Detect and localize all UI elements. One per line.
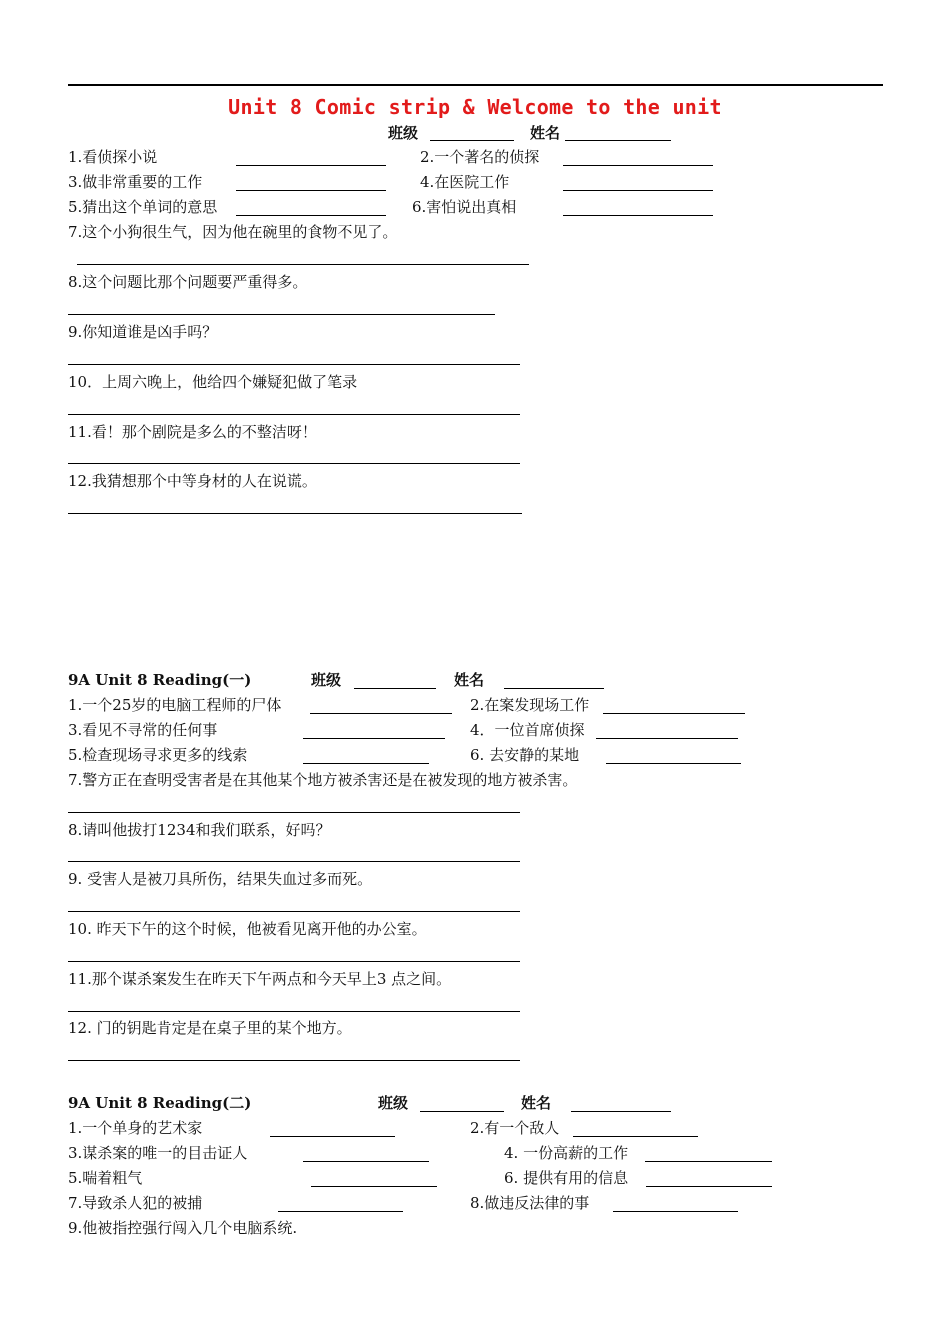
answer-line-11[interactable]: [68, 463, 520, 464]
question-1: 1.一个25岁的电脑工程师的尸体: [68, 696, 282, 714]
reading-2-heading: 9A Unit 8 Reading(二): [68, 1094, 252, 1112]
question-5: 5.检查现场寻求更多的线索: [68, 746, 248, 764]
question-1: 1.一个单身的艺术家: [68, 1119, 203, 1137]
question-3: 3.做非常重要的工作: [68, 173, 203, 191]
answer-line-9[interactable]: [68, 911, 520, 912]
answer-line-10[interactable]: [68, 414, 520, 415]
question-8: 8.这个问题比那个问题要严重得多。: [68, 273, 308, 291]
question-3: 3.谋杀案的唯一的目击证人: [68, 1144, 248, 1162]
reading-1-heading: 9A Unit 8 Reading(一): [68, 671, 252, 689]
answer-blank-6[interactable]: [646, 1186, 772, 1187]
question-2: 2.一个著名的侦探: [420, 148, 540, 166]
answer-blank-8[interactable]: [613, 1211, 738, 1212]
worksheet-title: Unit 8 Comic strip & Welcome to the unit: [228, 95, 722, 119]
answer-blank-3[interactable]: [303, 1161, 429, 1162]
name-label: 姓名: [454, 671, 485, 689]
answer-line-12[interactable]: [68, 1060, 520, 1061]
answer-blank-5[interactable]: [311, 1186, 437, 1187]
answer-blank-2[interactable]: [563, 165, 713, 166]
answer-blank-5[interactable]: [303, 763, 429, 764]
question-6: 6. 提供有用的信息: [504, 1169, 629, 1187]
answer-line-11[interactable]: [68, 1011, 520, 1012]
answer-blank-6[interactable]: [606, 763, 741, 764]
question-9: 9.他被指控强行闯入几个电脑系统.: [68, 1219, 298, 1237]
question-9: 9. 受害人是被刀具所伤，结果失血过多而死。: [68, 870, 373, 888]
question-8: 8.请叫他拔打1234和我们联系，好吗？: [68, 821, 331, 839]
name-blank[interactable]: [504, 688, 604, 689]
question-7: 7.警方正在查明受害者是在其他某个地方被杀害还是在被发现的地方被杀害。: [68, 771, 578, 789]
question-6: 6.害怕说出真相: [412, 198, 517, 216]
question-6: 6. 去安静的某地: [470, 746, 580, 764]
question-4: 4.在医院工作: [420, 173, 510, 191]
question-11: 11.那个谋杀案发生在昨天下午两点和今天早上3 点之间。: [68, 970, 452, 988]
answer-line-7[interactable]: [77, 264, 529, 265]
answer-blank-2[interactable]: [573, 1136, 698, 1137]
header-rule: [68, 84, 883, 86]
question-10: 10. 昨天下午的这个时候，他被看见离开他的办公室。: [68, 920, 427, 938]
name-label: 姓名: [530, 124, 561, 142]
question-2: 2.有一个敌人: [470, 1119, 560, 1137]
answer-blank-1[interactable]: [270, 1136, 395, 1137]
question-1: 1.看侦探小说: [68, 148, 158, 166]
answer-blank-3[interactable]: [303, 738, 445, 739]
answer-blank-4[interactable]: [645, 1161, 772, 1162]
answer-line-10[interactable]: [68, 961, 520, 962]
question-8: 8.做违反法律的事: [470, 1194, 590, 1212]
answer-line-8[interactable]: [68, 861, 520, 862]
answer-blank-4[interactable]: [596, 738, 738, 739]
answer-blank-1[interactable]: [236, 165, 386, 166]
answer-line-12[interactable]: [68, 513, 522, 514]
answer-blank-3[interactable]: [236, 190, 386, 191]
question-10: 10．上周六晚上，他给四个嫌疑犯做了笔录: [68, 373, 358, 391]
answer-line-7[interactable]: [68, 812, 520, 813]
question-11: 11.看！那个剧院是多么的不整洁呀！: [68, 423, 317, 441]
class-label: 班级: [378, 1094, 409, 1112]
class-blank[interactable]: [354, 688, 436, 689]
question-12: 12.我猜想那个中等身材的人在说谎。: [68, 472, 317, 490]
name-blank[interactable]: [565, 140, 671, 141]
question-5: 5.猜出这个单词的意思: [68, 198, 218, 216]
question-7: 7.导致杀人犯的被捕: [68, 1194, 203, 1212]
class-label: 班级: [388, 124, 419, 142]
answer-blank-4[interactable]: [563, 190, 713, 191]
question-12: 12. 门的钥匙肯定是在桌子里的某个地方。: [68, 1019, 352, 1037]
name-blank[interactable]: [571, 1111, 671, 1112]
answer-blank-6[interactable]: [563, 215, 713, 216]
answer-blank-1[interactable]: [310, 713, 452, 714]
class-blank[interactable]: [430, 140, 514, 141]
answer-blank-5[interactable]: [236, 215, 386, 216]
question-7: 7.这个小狗很生气，因为他在碗里的食物不见了。: [68, 223, 398, 241]
answer-line-8[interactable]: [68, 314, 495, 315]
answer-blank-7[interactable]: [278, 1211, 403, 1212]
question-2: 2.在案发现场工作: [470, 696, 590, 714]
class-label: 班级: [311, 671, 342, 689]
question-4: 4. 一份高薪的工作: [504, 1144, 629, 1162]
question-5: 5.喘着粗气: [68, 1169, 143, 1187]
name-label: 姓名: [521, 1094, 552, 1112]
class-blank[interactable]: [420, 1111, 504, 1112]
question-9: 9.你知道谁是凶手吗？: [68, 323, 218, 341]
answer-line-9[interactable]: [68, 364, 520, 365]
question-4: 4．一位首席侦探: [470, 721, 585, 739]
question-3: 3.看见不寻常的任何事: [68, 721, 218, 739]
answer-blank-2[interactable]: [603, 713, 745, 714]
